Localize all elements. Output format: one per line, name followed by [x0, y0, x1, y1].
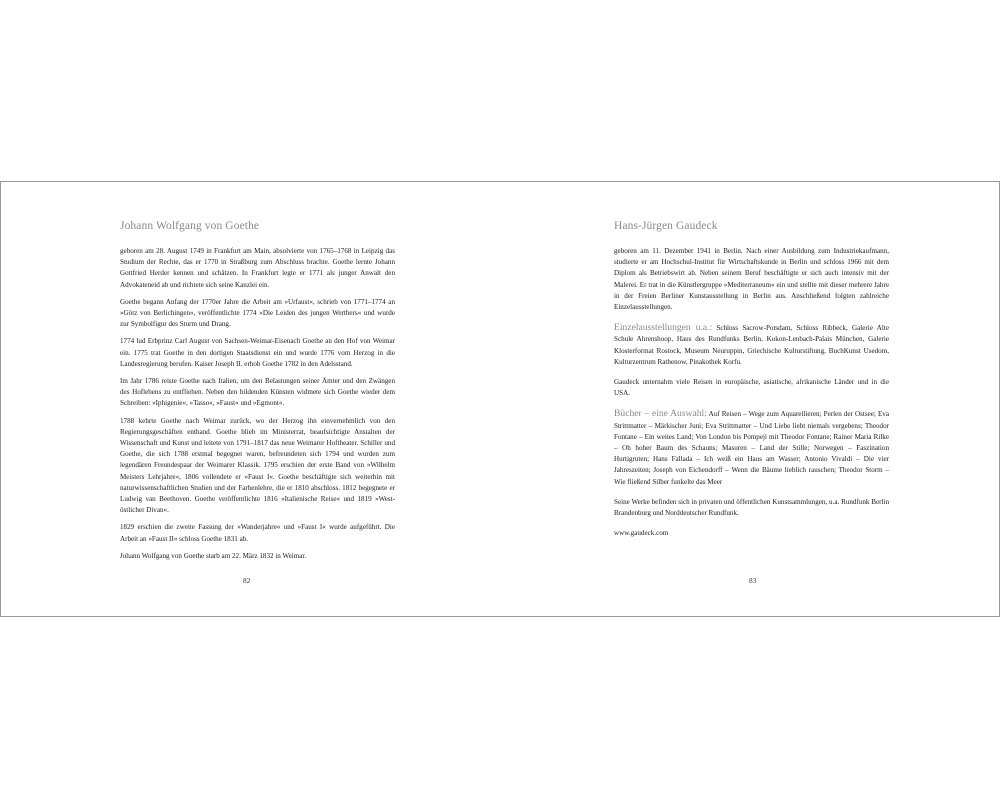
gaudeck-biography [614, 246, 889, 545]
left-page [1, 182, 500, 616]
page-number-left: 82 [243, 576, 251, 585]
goethe-biography [120, 246, 395, 568]
exhibitions-lead: Einzelausstellungen u.a.: [614, 322, 713, 334]
books-paragraph [614, 408, 889, 487]
biography-paragraph: 1829 erschien die zweite Fassung der »Wanderjahre« und »Faust I« wurde aufgeführt. Die Arbeit an »Faust II« schloss Goethe 1831 ab. [120, 523, 395, 543]
travel-paragraph: Gaudeck unternahm viele Reisen in europäische, asiatische, afrikanische Länder und in die USA. [614, 378, 889, 398]
collections-paragraph: Seine Werke befinden sich in privaten und öffentlichen Kunstsammlungen, u.a. Rundfunk Berlin Brandenburg und Norddeutscher Rundfunk. [614, 497, 889, 518]
biography-paragraph: Goethe begann Anfang der 1770er Jahre die Arbeit am »Urfaust«, schrieb von 1771–1774 an »Götz von Berlichingen«, veröffentlichte 1774 »Die Leiden des jungen Werthers« und wurde zur Symbolfigur des Sturm und Drang. [120, 297, 395, 329]
website-paragraph [614, 528, 889, 539]
biography-paragraph: 1774 lud Erbprinz Carl August von Sachsen-Weimar-Eisenach Goethe an den Hof von Weimar ein. 1775 trat Goethe in den dortigen Staatsdienst ein und wurde 1776 vom Herzog in die Landesregierung berufen. Kaiser Joseph II. erhob Goethe 1782 in den Adelsstand. [120, 337, 395, 368]
page-number-right: 83 [749, 576, 757, 585]
exhibitions-paragraph [614, 322, 889, 368]
books-list: Auf Reisen – Wege zum Aquarellieren; Perlen der Ostsee; Eva Strittmatter – Märkischer Juni; Eva Strittmatter – Und Liebe liebt niemals vergebens; Theodor Fontane – Ein weites Land; Von London bis Pompeji mit Theodor Fontane; Rainer Maria Rilke – Oh hoher Baum des Schauns; Masuren – Land der Stille; Norwegen – Faszination Hurtigruten; Hans Fallada – Ich weiß ein Haus am Wasser; Antonio Vivaldi – Die vier Jahreszeiten; Joseph von Eichendorff – Wenn die Bäume lieblich rauschen; Theodor Storm – Wie fließend Silber funkelte das Meer [614, 410, 889, 486]
biography-intro: geboren am 11. Dezember 1941 in Berlin. Nach einer Ausbildung zum Industriekaufmann, studierte er am Hochschul-Institut für Wirtschaftskunde in Berlin und schloss 1966 mit dem Diplom als Betriebswirt ab. Neben seinem Beruf beschäftigte er sich auch intensiv mit der Malerei. Er trat in die Künstlergruppe »Mediterraneum« ein und stellte mit dieser mehrere Jahre in der Freien Berliner Kunstausstellung in Berlin aus. Anschließend folgten zahlreiche Einzelausstellungen. [614, 247, 889, 312]
biography-paragraph: 1788 kehrte Goethe nach Weimar zurück, wo der Herzog ihn einvernehmlich von den Regierungsgeschäften entband. Goethe blieb im Ministerrat, beaufsichtigte Anstalten der Wissenschaft und Kunst und leitete von 1791–1817 das neue Weimarer Hoftheater. Schiller und Goethe, die sich 1788 erstmal begegnet waren, befreundeten sich 1794 und wurden zum legendären Freundespaar der Weimarer Klassik. 1795 erschien der erste Band von »Wilhelm Meisters Lehrjahre«, 1806 vollendete er »Faust I«. Goethe beschäftigte sich weiterhin mit naturwissenschaftlichen Studien und der Farbenlehre, die er 1810 abschloss. 1812 begegnete er Ludwig van Beethoven. Goethe veröffentlichte 1816 »Italienische Reise« und 1819 »West-östlicher Divan«. [120, 416, 395, 515]
page-heading-gaudeck: Hans-Jürgen Gaudeck [614, 220, 718, 232]
biography-paragraph: geboren am 28. August 1749 in Frankfurt am Main, absolvierte von 1765–1768 in Leipzig das Studium der Rechte, das er 1770 in Straßburg zum Abschluss brachte. Goethe lernte Johann Gottfried Herder kennen und schätzen. In Frankfurt legte er 1771 als junger Anwalt den Advokateneid ab und richtete sich seine Kanzlei ein. [120, 247, 395, 289]
right-page [500, 182, 999, 616]
biography-paragraph: Im Jahr 1786 reiste Goethe nach Italien, um den Belastungen seiner Ämter und den Zwängen des Hoflebens zu entfliehen. Neben den bildenden Künsten widmete sich Goethe wieder dem Schreiben: »Iphigenie«, »Tasso«, »Faust« und »Egmont«. [120, 377, 395, 408]
book-spread [0, 181, 1000, 617]
page-heading-goethe: Johann Wolfgang von Goethe [120, 220, 260, 232]
website-link[interactable]: www.gaudeck.com [614, 529, 669, 538]
biography-paragraph: Johann Wolfgang von Goethe starb am 22. März 1832 in Weimar. [120, 551, 307, 560]
exhibitions-list: Schloss Sacrow-Potsdam, Schloss Ribbeck, Galerie Alte Schule Ahrenshoop, Haus des Rundfunks Berlin, Kokon-Lenbach-Palais München, Galerie Klosterformat Rostock, Museum Neuruppin, Griechische Kulturstiftung, BuchKunst Usedom, Kulturzentrum Rathenow, Pinakothek Korfu. [614, 324, 889, 366]
books-lead: Bücher – eine Auswahl: [614, 408, 707, 420]
